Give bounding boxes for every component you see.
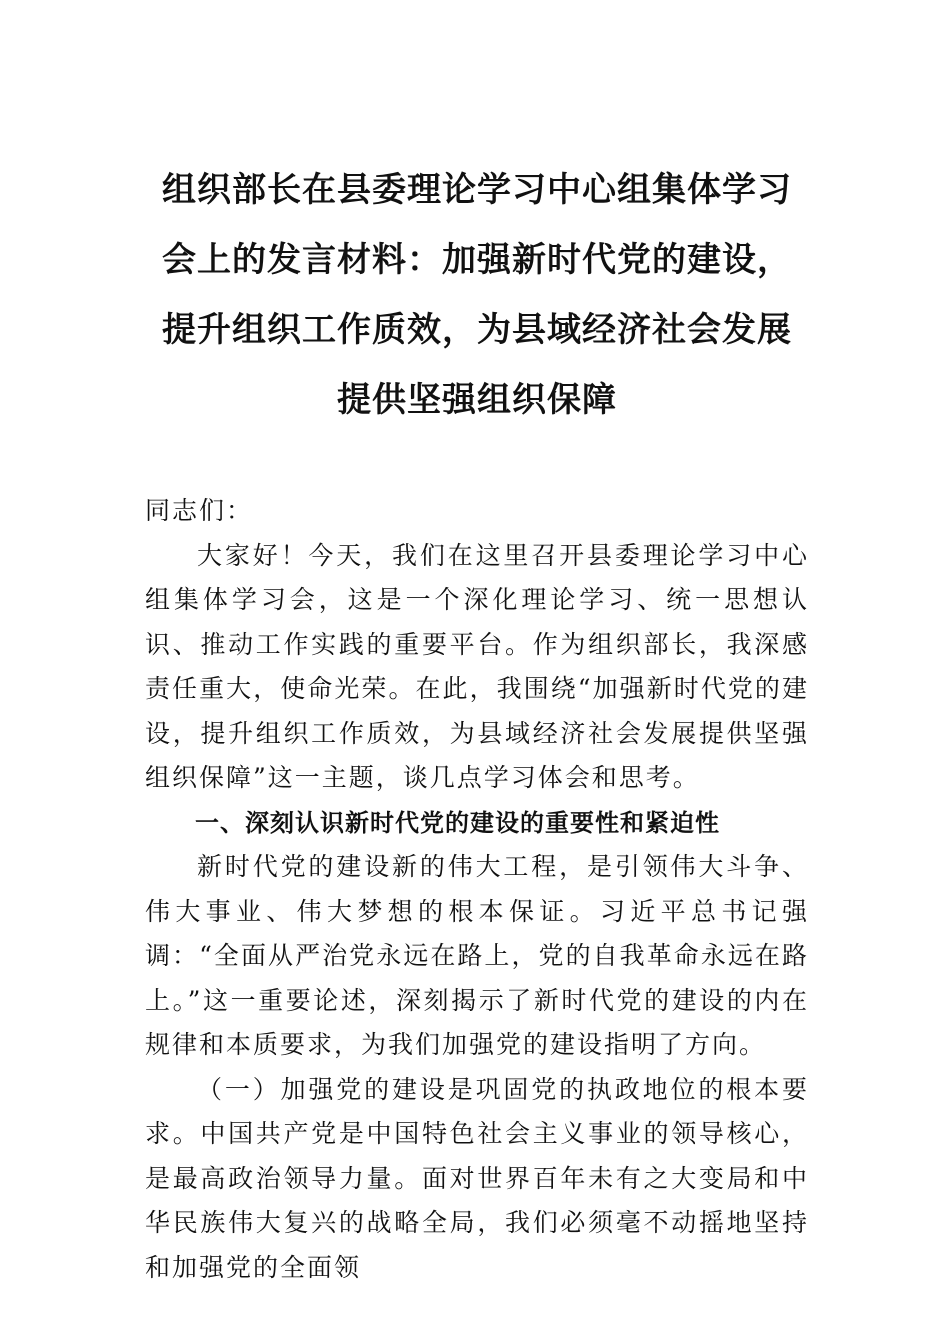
title-line-1: 组织部长在县委理论学习中心组集体学习 [162, 170, 792, 210]
title-line-3: 提升组织工作质效，为县域经济社会发展 [162, 310, 792, 350]
section-1-paragraph: 新时代党的建设新的伟大工程，是引领伟大斗争、伟大事业、伟大梦想的根本保证。习近平总书记强调：“全面从严治党永远在路上，党的自我革命永远在路上。”这一重要论述，深刻揭示了新时代党的建设的内在规律和本质要求，为我们加强党的建设指明了方向。 [145, 852, 809, 1059]
title-line-2: 会上的发言材料：加强新时代党的建设， [162, 240, 792, 280]
document-title [145, 0, 809, 435]
section-heading-1: 一、深刻认识新时代党的建设的重要性和紧迫性 [195, 808, 720, 837]
salutation: 同志们： [145, 496, 254, 525]
document-page [145, 0, 809, 1290]
document-body [145, 489, 809, 1290]
title-line-4: 提供坚强组织保障 [337, 380, 617, 420]
intro-paragraph: 大家好！今天，我们在这里召开县委理论学习中心组集体学习会，这是一个深化理论学习、统一思想认识、推动工作实践的重要平台。作为组织部长，我深感责任重大，使命光荣。在此，我围绕“加强新时代党的建设，提升组织工作质效，为县域经济社会发展提供坚强组织保障”这一主题，谈几点学习体会和思考。 [145, 540, 809, 792]
subsection-1-paragraph: （一）加强党的建设是巩固党的执政地位的根本要求。中国共产党是中国特色社会主义事业的领导核心，是最高政治领导力量。面对世界百年未有之大变局和中华民族伟大复兴的战略全局，我们必须毫不动摇地坚持和加强党的全面领 [145, 1074, 809, 1282]
